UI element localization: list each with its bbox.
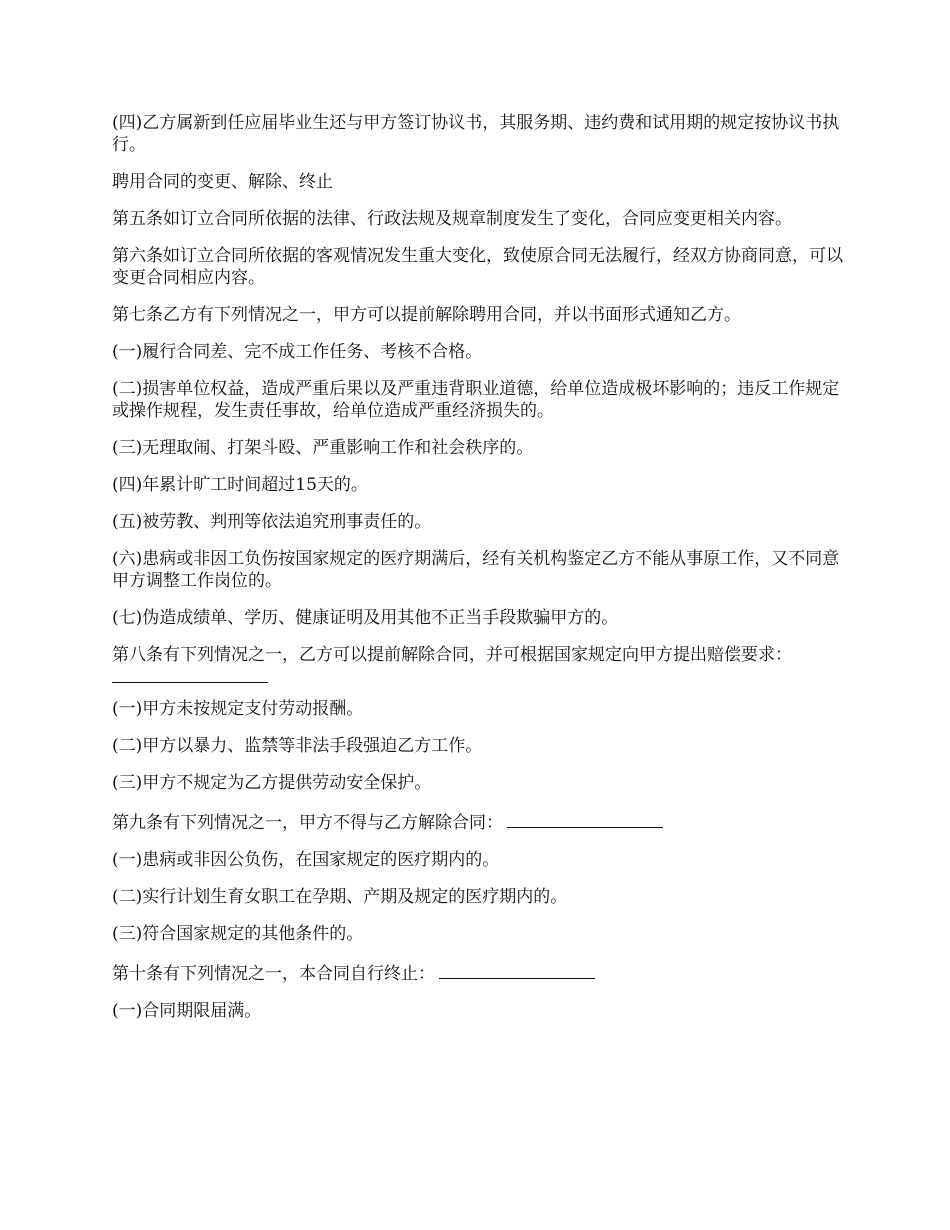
paragraph-text: (五)被劳教、判刑等依法追究刑事责任的。 [112,512,432,532]
list-item [112,923,852,945]
paragraph-text: 第七条乙方有下列情况之一，甲方可以提前解除聘用合同，并以书面形式通知乙方。 [112,305,741,325]
paragraph [112,644,852,683]
section-heading [112,171,852,193]
paragraph-text: (四)乙方属新到任应届毕业生还与甲方签订协议书，其服务期、违约费和试用期的规定按协议书执行。 [112,113,840,155]
list-item [112,886,852,908]
list-item [112,607,852,629]
paragraph-text: 第六条如订立合同所依据的客观情况发生重大变化，致使原合同无法履行，经双方协商同意，可以变更合同相应内容。 [112,246,843,288]
paragraph-text: 第八条有下列情况之一，乙方可以提前解除合同，并可根据国家规定向甲方提出赔偿要求： [112,645,792,665]
list-item [112,548,852,592]
list-item [112,735,852,757]
paragraph-text: (一)合同期限届满。 [112,1001,262,1021]
paragraph [112,304,852,326]
fill-in-blank [439,960,595,979]
paragraph-text: (一)患病或非因公负伤，在国家规定的医疗期内的。 [112,850,500,870]
paragraph-text: (二)损害单位权益，造成严重后果以及严重违背职业道德，给单位造成极坏影响的；违反工作规定或操作规程，发生责任事故，给单位造成严重经济损失的。 [112,379,840,421]
paragraph [112,960,852,985]
list-item [112,698,852,720]
paragraph-text: (四)年累计旷工时间超过15天的。 [112,475,368,495]
paragraph-text: (三)符合国家规定的其他条件的。 [112,924,364,944]
document-body [112,112,852,1037]
paragraph-text: (三)无理取闹、打架斗殴、严重影响工作和社会秩序的。 [112,438,534,458]
paragraph [112,809,852,834]
paragraph-text: 聘用合同的变更、解除、终止 [112,172,333,192]
paragraph [112,112,852,156]
paragraph-text: (一)甲方未按规定支付劳动报酬。 [112,699,364,719]
paragraph-text: (七)伪造成绩单、学历、健康证明及用其他不正当手段欺骗甲方的。 [112,608,619,628]
list-item [112,1000,852,1022]
paragraph-text: 第五条如订立合同所依据的法律、行政法规及规章制度发生了变化，合同应变更相关内容。 [112,209,792,229]
paragraph-text: (二)实行计划生育女职工在孕期、产期及规定的医疗期内的。 [112,887,568,907]
list-item [112,437,852,459]
paragraph [112,208,852,230]
paragraph [112,245,852,289]
paragraph-text: 第十条有下列情况之一，本合同自行终止： [112,964,435,984]
list-item [112,772,852,794]
paragraph-text: (三)甲方不规定为乙方提供劳动安全保护。 [112,773,432,793]
fill-in-blank [112,666,268,683]
paragraph-text: (六)患病或非因工负伤按国家规定的医疗期满后，经有关机构鉴定乙方不能从事原工作，又不同意甲方调整工作岗位的。 [112,549,840,591]
list-item [112,378,852,422]
list-item [112,511,852,533]
paragraph-text: (二)甲方以暴力、监禁等非法手段强迫乙方工作。 [112,736,483,756]
list-item [112,849,852,871]
paragraph-text: (一)履行合同差、完不成工作任务、考核不合格。 [112,342,483,362]
list-item [112,341,852,363]
paragraph-text: 第九条有下列情况之一，甲方不得与乙方解除合同： [112,813,503,833]
fill-in-blank [507,809,663,828]
list-item [112,474,852,496]
